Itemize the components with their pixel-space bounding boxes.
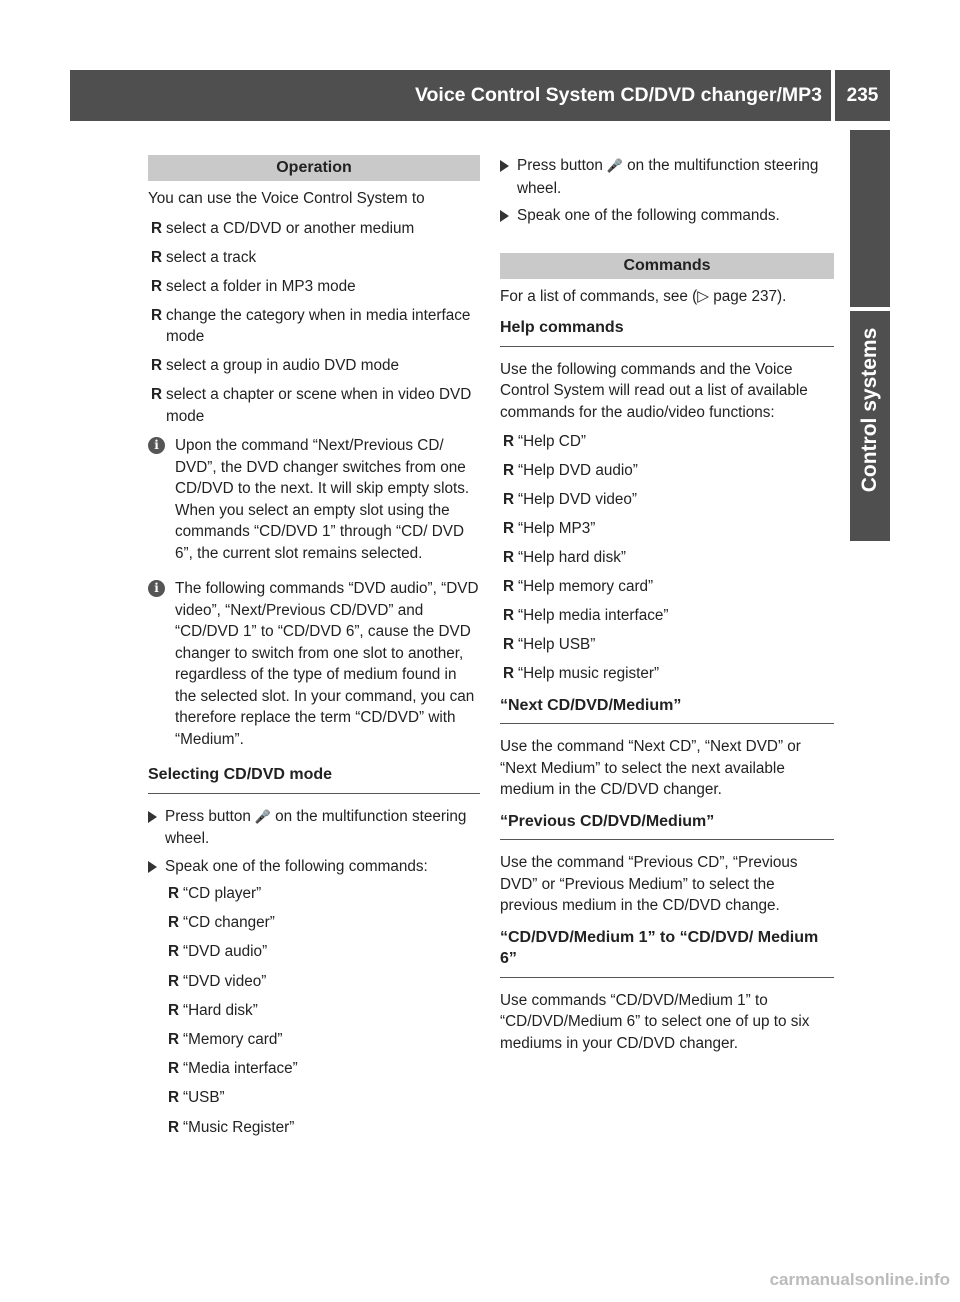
side-tab-top (850, 130, 890, 307)
info-note-text: Upon the command “Next/Previous CD/ DVD”, the DVD changer switches from one CD/DVD to the next. It will skip empty slots. When you select an empty slot using the commands “CD/DVD 1” through “CD/ DVD 6”, the current slot remains selected. (175, 437, 470, 562)
info-note-text: The following commands “DVD audio”, “DVD video”, “Next/Previous CD/DVD” and “CD/DVD 1” to “CD/DVD 6”, cause the DVD changer to switch from one slot to another, regardless of the type of medium found in the selected slot. In your command, you can therefore replace the term “CD/DVD” with “Medium”. (175, 580, 479, 748)
step-item: Speak one of the following commands. (500, 205, 834, 227)
list-item: R select a track (151, 248, 257, 266)
voice-button-icon: 🎤 (606, 159, 624, 174)
commands-text: For a list of commands, see (▷ page 237). (500, 287, 787, 305)
list-item: R “Media interface” (168, 1060, 298, 1078)
list-item: R “Help USB” (503, 636, 596, 653)
list-item: R select a group in audio DVD mode (151, 357, 399, 374)
list-item: R “Help CD” (503, 433, 586, 450)
info-note (148, 578, 480, 750)
operation-intro: You can use the Voice Control System to (148, 190, 425, 207)
list-item: R “Memory card” (168, 1030, 283, 1048)
operation-band: Operation (148, 155, 480, 181)
list-item: R “USB” (168, 1089, 225, 1107)
step-item: Speak one of the following commands: R “CD player” R “CD changer” R “DVD audio” R “DVD video” R “Hard disk” R “Memory card” R “Media interface” R “USB” R “Music Register” (148, 856, 480, 1139)
medium-text: Use commands “CD/DVD/Medium 1” to “CD/DVD/Medium 6” to select one of up to six mediums in your CD/DVD changer. (500, 991, 810, 1052)
step-item: Press button 🎤 on the multifunction steering wheel. (148, 806, 480, 850)
list-item: R select a folder in MP3 mode (151, 277, 356, 295)
previous-heading: “Previous CD/DVD/Medium” (500, 811, 834, 841)
left-column (148, 155, 480, 1146)
medium-heading: “CD/DVD/Medium 1” to “CD/DVD/ Medium 6” (500, 927, 834, 978)
section-title: Voice Control System CD/DVD changer/MP3 (414, 84, 822, 106)
step-arrow-icon (500, 160, 509, 172)
step-item: Press button 🎤 on the multifunction steering wheel. (500, 155, 834, 199)
operation-list (148, 218, 480, 428)
info-icon: i (148, 437, 165, 454)
watermark: carmanualsonline.info (769, 1270, 950, 1289)
list-item: R select a chapter or scene when in video DVD mode (151, 386, 472, 425)
list-item: R “CD changer” (168, 914, 275, 932)
page-number: 235 (846, 85, 879, 106)
step-arrow-icon (148, 811, 157, 823)
help-list (500, 431, 834, 685)
next-heading: “Next CD/DVD/Medium” (500, 695, 834, 725)
side-tab-label: Control systems (858, 327, 881, 493)
list-item: R “Help media interface” (503, 607, 669, 624)
list-item: R “Music Register” (168, 1118, 295, 1136)
list-item: R select a CD/DVD or another medium (151, 219, 415, 237)
step-arrow-icon (500, 210, 509, 222)
previous-text: Use the command “Previous CD”, “Previous DVD” or “Previous Medium” to select the previous medium in the CD/DVD change. (500, 854, 798, 914)
help-heading: Help commands (500, 317, 834, 347)
step-arrow-icon (148, 861, 157, 873)
next-text: Use the command “Next CD”, “Next DVD” or “Next Medium” to select the next available medium in the CD/DVD changer. (500, 738, 801, 798)
list-item: R change the category when in media interface mode (151, 306, 471, 345)
selecting-heading: Selecting CD/DVD mode (148, 764, 480, 794)
list-item: R “Help MP3” (503, 520, 596, 537)
list-item: R “Help DVD video” (503, 491, 638, 508)
voice-button-icon: 🎤 (254, 809, 272, 825)
list-item: R “DVD audio” (168, 943, 268, 961)
list-item: R “Help hard disk” (503, 549, 626, 566)
list-item: R “Help music register” (503, 665, 660, 682)
list-item: R “CD player” (168, 885, 262, 902)
info-icon: i (148, 580, 165, 597)
info-note (148, 435, 480, 564)
list-item: R “Help memory card” (503, 578, 654, 595)
list-item: R “DVD video” (168, 972, 267, 990)
list-item: R “Hard disk” (168, 1001, 258, 1019)
list-item: R “Help DVD audio” (503, 462, 638, 479)
commands-band: Commands (500, 253, 834, 279)
commands-list (165, 883, 480, 1138)
header-bar (70, 70, 890, 121)
help-intro: Use the following commands and the Voice Control System will read out a list of available commands for the audio/video functions: (500, 360, 808, 421)
right-column (500, 155, 834, 1062)
